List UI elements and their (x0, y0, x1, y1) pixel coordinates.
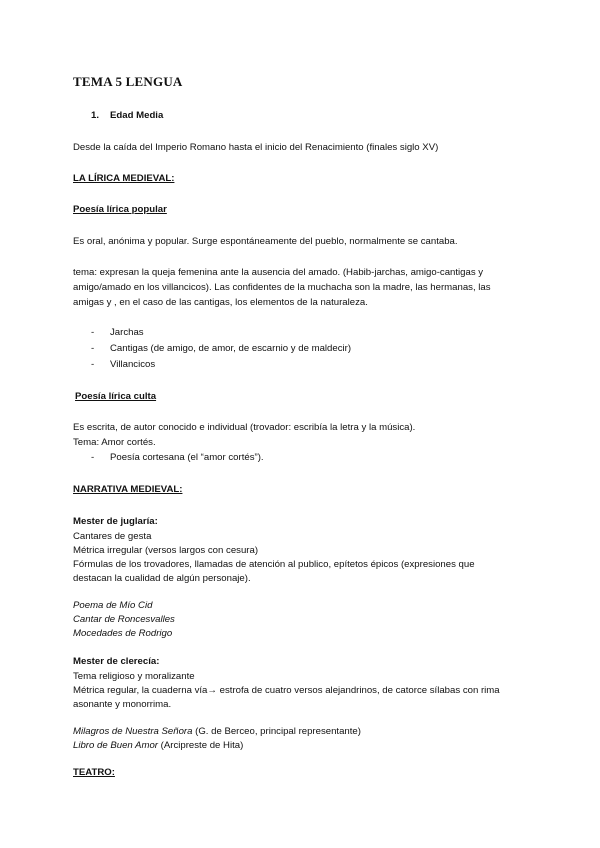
culta-description: Es escrita, de autor conocido e individual (trovador: escribía la letra y la música). (73, 422, 416, 433)
juglaria-line: Métrica irregular (versos largos con cesura) (73, 545, 259, 556)
list-bullet: - (91, 343, 95, 354)
list-item: Cantigas (de amigo, de amor, de escarnio y de maldecir) (110, 343, 352, 354)
list-item: Villancicos (110, 359, 156, 370)
popular-description: Es oral, anónima y popular. Surge espontáneamente del pueblo, normalmente se cantaba. (73, 236, 458, 247)
juglaria-line: destacan la cualidad de algún personaje). (73, 573, 251, 584)
work-note: (G. de Berceo, principal representante) (192, 726, 361, 737)
clerecia-line: Métrica regular, la cuaderna vía→ estrofa de cuatro versos alejandrinos, de catorce sílabas con rima (73, 685, 500, 696)
clerecia-line: asonante y monorrima. (73, 699, 172, 710)
lirica-heading: LA LÍRICA MEDIEVAL: (73, 173, 175, 184)
work-title: Cantar de Roncesvalles (73, 614, 175, 625)
work-title: Mocedades de Rodrigo (73, 628, 173, 639)
list-bullet: - (91, 359, 95, 370)
juglaria-heading: Mester de juglaría: (73, 516, 158, 527)
clerecia-line: Tema religioso y moralizante (73, 671, 195, 682)
juglaria-line: Fórmulas de los trovadores, llamadas de atención al publico, epítetos épicos (expresiones que (73, 559, 475, 570)
work-title: Poema de Mío Cid (73, 600, 153, 611)
clerecia-heading: Mester de clerecía: (73, 656, 160, 667)
culta-tema: Tema: Amor cortés. (73, 437, 156, 448)
list-bullet: - (91, 452, 95, 463)
clerecia-work (73, 739, 243, 752)
juglaria-line: Cantares de gesta (73, 531, 152, 542)
list-item: Jarchas (110, 327, 144, 338)
section-number: 1. (91, 110, 100, 121)
work-note: (Arcipreste de Hita) (157, 740, 244, 751)
clerecia-work (73, 725, 361, 738)
tema-line: tema: expresan la queja femenina ante la ausencia del amado. (Habib-jarchas, amigo-cantigas y (73, 267, 484, 278)
teatro-heading: TEATRO: (73, 767, 115, 778)
popular-heading: Poesía lírica popular (73, 204, 167, 215)
tema-line: amigas y , en el caso de las cantigas, los elementos de la naturaleza. (73, 297, 368, 308)
tema-line: amigo/amado en los villancicos). Las confidentes de la muchacha son la madre, las hermanas, las (73, 282, 491, 293)
list-item: Poesía cortesana (el “amor cortés”). (110, 452, 264, 463)
section-title: Edad Media (110, 110, 164, 121)
culta-heading: Poesía lírica culta (75, 391, 157, 402)
list-bullet: - (91, 327, 95, 338)
narrativa-heading: NARRATIVA MEDIEVAL: (73, 484, 183, 495)
page-title: TEMA 5 LENGUA (73, 74, 183, 89)
work-title: Libro de Buen Amor (73, 740, 158, 751)
intro-text: Desde la caída del Imperio Romano hasta el inicio del Renacimiento (finales siglo XV) (73, 142, 439, 153)
work-title: Milagros de Nuestra Señora (73, 726, 193, 737)
